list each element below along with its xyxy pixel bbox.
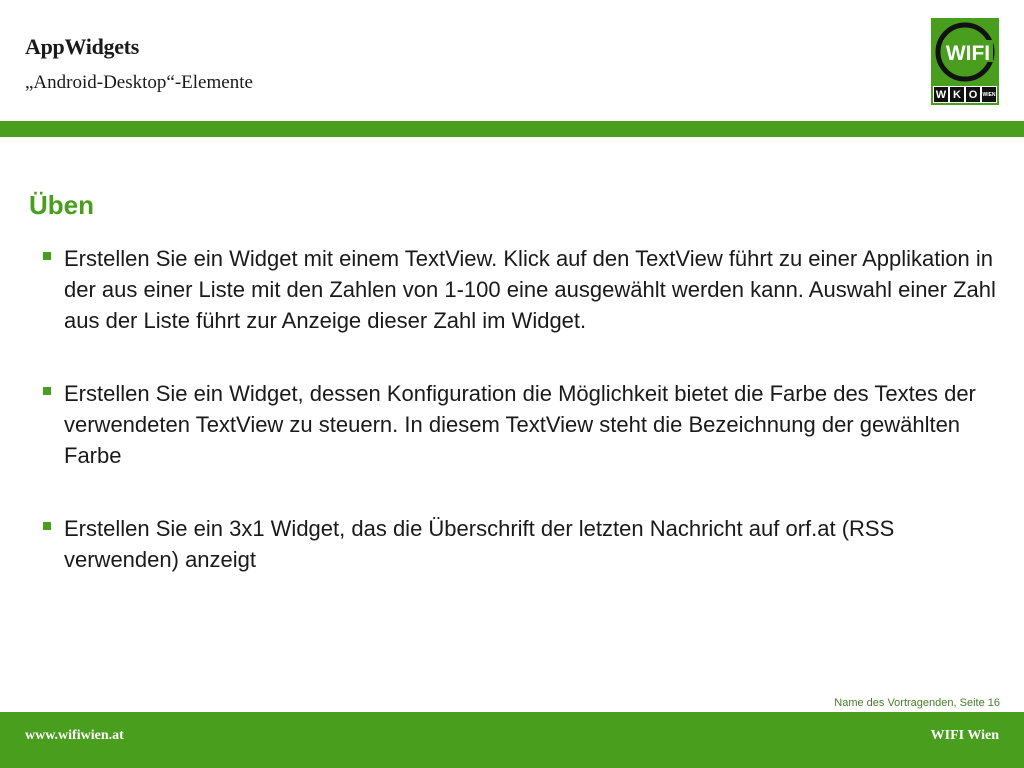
- footer-url: www.wifiwien.at: [25, 728, 124, 743]
- wko-wordmark: [933, 86, 997, 103]
- footer-org: WIFI Wien: [930, 728, 999, 743]
- slide-title: AppWidgets: [25, 34, 139, 59]
- bullet-text: Erstellen Sie ein Widget, dessen Konfiguration die Möglichkeit bietet die Farbe des Textes der verwendeten TextView zu steuern. In diesem TextView steht die Bezeichnung der gewählten Farbe: [64, 381, 976, 468]
- logo-letter-k: K: [950, 87, 964, 102]
- header-divider-bar: [0, 121, 1024, 137]
- wifi-wko-logo: [931, 18, 999, 105]
- bullet-square-icon: [43, 252, 51, 260]
- logo-letter-o: O: [966, 87, 980, 102]
- bullet-item: [43, 378, 1013, 471]
- footer-bar: [0, 712, 1024, 768]
- bullet-item: [43, 243, 1013, 336]
- bullet-item: [43, 513, 1013, 575]
- bullet-square-icon: [43, 522, 51, 530]
- logo-wien: WIEN: [982, 87, 996, 102]
- bullet-square-icon: [43, 387, 51, 395]
- logo-letter-w: W: [935, 88, 947, 101]
- section-heading: Üben: [29, 190, 94, 220]
- bullet-text: Erstellen Sie ein Widget mit einem TextView. Klick auf den TextView führt zu einer Applikation in der aus einer Liste mit den Zahlen von 1-100 eine ausgewählt werden kann. Auswahl einer Zahl aus der Liste führt zur Anzeige dieser Zahl im Widget.: [64, 246, 996, 333]
- svg-text:WIFI: WIFI: [945, 42, 991, 65]
- wifi-logo-icon: [931, 18, 999, 84]
- slide-subtitle: „Android-Desktop“-Elemente: [25, 72, 253, 93]
- bullet-text: Erstellen Sie ein 3x1 Widget, das die Überschrift der letzten Nachricht auf orf.at (RSS verwenden) anzeigt: [64, 516, 895, 572]
- page-number: Name des Vortragenden, Seite 16: [834, 697, 1000, 709]
